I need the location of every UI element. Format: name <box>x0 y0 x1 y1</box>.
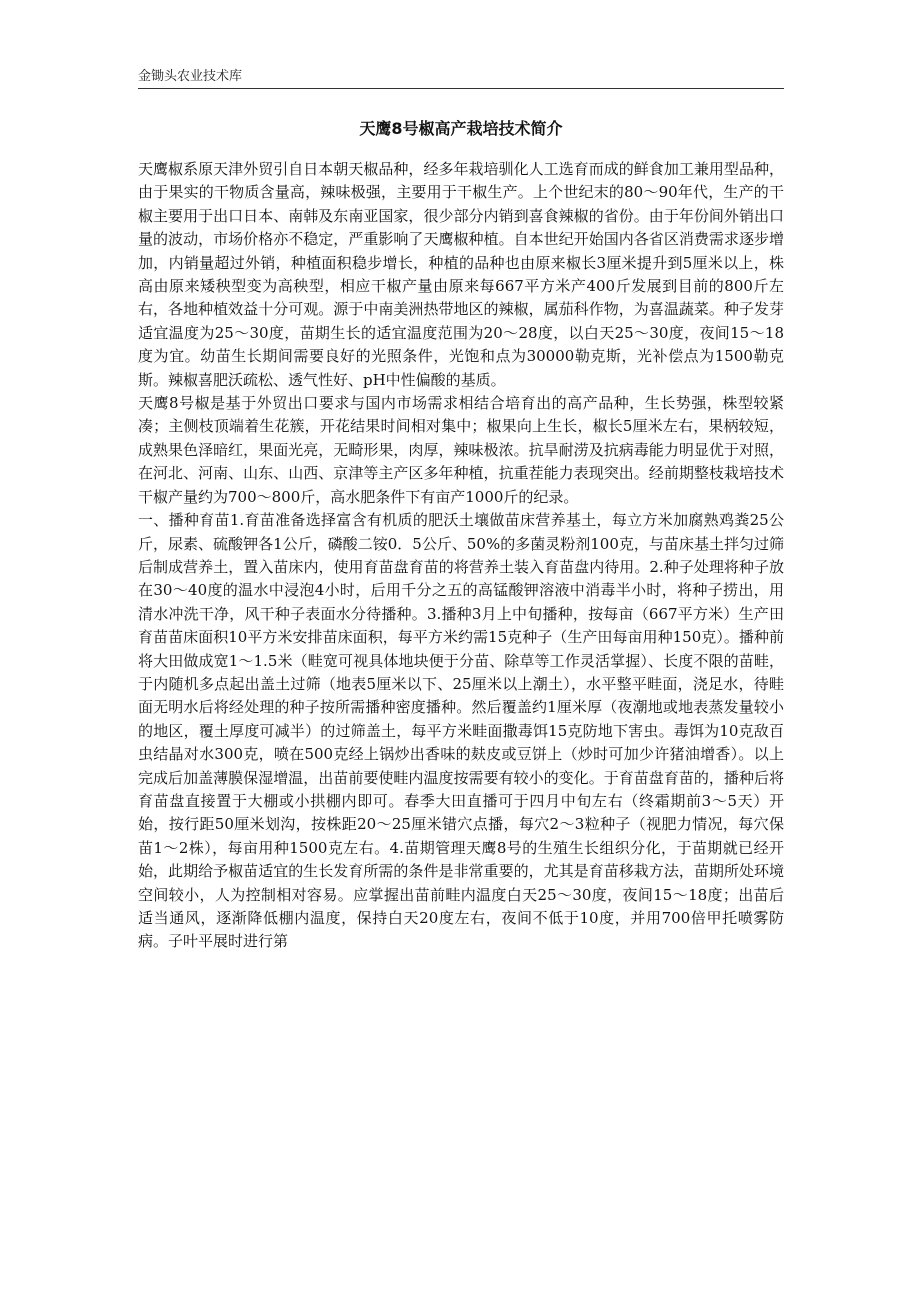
document-title: 天鹰8号椒高产栽培技术简介 <box>359 119 563 138</box>
document-body <box>138 158 784 1170</box>
header-source-label: 金锄头农业技术库 <box>138 69 243 84</box>
paragraph-seedling: 一、播种育苗1.育苗准备选择富含有机质的肥沃土壤做苗床营养基土，每立方米加腐熟鸡粪25公斤，尿素、硫酸钾各1公斤，磷酸二铵0．5公斤、50%的多菌灵粉剂100克，与苗床基土拌匀过筛后制成营养土，置入苗床内，使用育苗盘育苗的将营养土装入育苗盘内待用。2.种子处理将种子放在30～40度的温水中浸泡4小时，后用千分之五的高锰酸钾溶液中消毒半小时，将种子捞出，用清水冲洗干净，风干种子表面水分待播种。3.播种3月上中旬播种，按每亩（667平方米）生产田育苗苗床面积10平方米安排苗床面积，每平方米约需15克种子（生产田每亩用种150克）。播种前将大田做成宽1～1.5米（畦宽可视具体地块便于分苗、除草等工作灵活掌握）、长度不限的苗畦，于内随机多点起出盖土过筛（地表5厘米以下、25厘米以上潮土），水平整平畦面，浇足水，待畦面无明水后将经处理的种子按所需播种密度播种。然后覆盖约1厘米厚（夜潮地或地表蒸发量较小的地区，覆土厚度可减半）的过筛盖土，每平方米畦面撒毒饵15克防地下害虫。毒饵为10克敌百虫结晶对水300克，喷在500克经上锅炒出香味的麸皮或豆饼上（炒时可加少许猪油增香）。以上完成后加盖薄膜保湿增温，出苗前要使畦内温度按需要有较小的变化。于育苗盘育苗的，播种后将育苗盘直接置于大棚或小拱棚内即可。春季大田直播可于四月中旬左右（终霜期前3～5天）开始，按行距50厘米划沟，按株距20～25厘米错穴点播，每穴2～3粒种子（视肥力情况，每穴保苗1～2株），每亩用种1500克左右。4.苗期管理天鹰8号的生殖生长组织分化，于苗期就已经开始，此期给予椒苗适宜的生长发育所需的条件是非常重要的，尤其是育苗移栽方法，苗期所处环境空间较小，人为控制相对容易。应掌握出苗前畦内温度白天25～30度，夜间15～18度；出苗后适当通风，逐渐降低棚内温度，保持白天20度左右，夜间不低于10度，并用700倍甲托喷雾防病。子叶平展时进行第 <box>138 511 784 951</box>
paragraph-intro: 天鹰椒系原天津外贸引自日本朝天椒品种，经多年栽培驯化人工选育而成的鲜食加工兼用型品种，由于果实的干物质含量高，辣味极强，主要用于干椒生产。上个世纪末的80～90年代，生产的干椒主要用于出口日本、南韩及东南亚国家，很少部分内销到喜食辣椒的省份。由于年份间外销出口量的波动，市场价格亦不稳定，严重影响了天鹰椒种植。自本世纪开始国内各省区消费需求逐步增加，内销量超过外销，种植面积稳步增长，种植的品种也由原来椒长3厘米提升到5厘米以上，株高由原来矮秧型变为高秧型，相应干椒产量由原来每667平方米产400斤发展到目前的800斤左右，各地种植效益十分可观。源于中南美洲热带地区的辣椒，属茄科作物，为喜温蔬菜。种子发芽适宜温度为25～30度，苗期生长的适宜温度范围为20～28度，以白天25～30度，夜间15～18度为宜。幼苗生长期间需要良好的光照条件，光饱和点为30000勒克斯，光补偿点为1500勒克斯。辣椒喜肥沃疏松、透气性好、pH中性偏酸的基质。 <box>138 160 784 389</box>
paragraph-variety: 天鹰8号椒是基于外贸出口要求与国内市场需求相结合培育出的高产品种，生长势强，株型较紧凑；主侧枝顶端着生花簇，开花结果时间相对集中；椒果向上生长，椒长5厘米左右，果柄较短，成熟果色泽暗红，果面光亮，无畸形果，肉厚，辣味极浓。抗旱耐涝及抗病毒能力明显优于对照，在河北、河南、山东、山西、京津等主产区多年种植，抗重茬能力表现突出。经前期整枝栽培技术干椒产量约为700～800斤，高水肥条件下有亩产1000斤的纪录。 <box>138 394 784 506</box>
page-header <box>138 64 784 89</box>
